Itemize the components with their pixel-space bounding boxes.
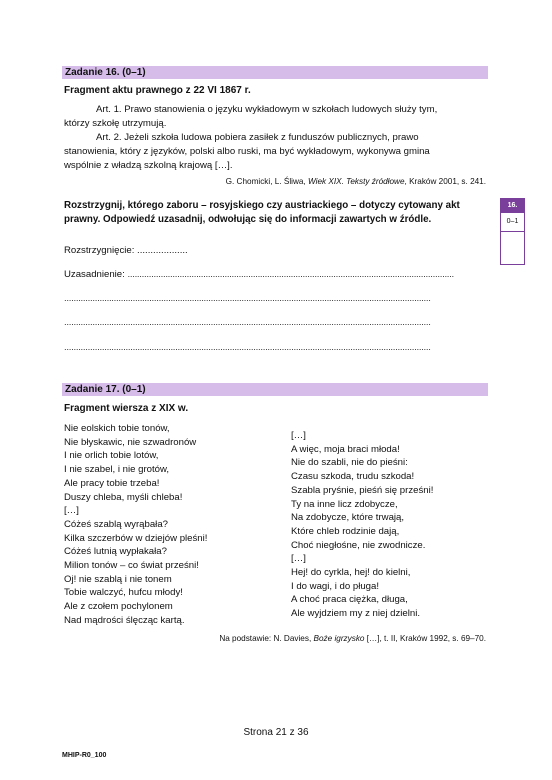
decision-label: Rozstrzygnięcie: xyxy=(64,245,138,256)
score-range: 0–1 xyxy=(501,213,524,232)
poem-line: Cóżeś lutnią wypłakała? xyxy=(64,546,167,558)
poem-line: […] xyxy=(64,505,79,517)
task-17-header: Zadanie 17. (0–1) xyxy=(62,383,488,396)
poem-line: […] xyxy=(291,430,306,441)
poem-line: Czasu szkoda, trudu szkoda! xyxy=(291,471,415,483)
poem-line: Nie do szabli, nie do pieśni: xyxy=(291,457,408,469)
score-number: 16. xyxy=(501,199,524,213)
poem-line: Choć niegłośne, nie zwodnicze. xyxy=(291,539,426,551)
poem-line: Ale pracy tobie trzeba! xyxy=(64,477,160,489)
poem-line: I do wagi, i do pługa! xyxy=(291,580,380,592)
question-line2: prawny. Odpowiedź uzasadnij, odwołując się do informacji zawartych w źródle. xyxy=(64,214,432,225)
task-16-header: Zadanie 16. (0–1) xyxy=(62,66,488,79)
poem-line: Na zdobycze, które trwają, xyxy=(291,512,405,524)
score-entry-field[interactable] xyxy=(501,232,524,264)
poem-line: Nie eolskich tobie tonów, xyxy=(64,423,170,434)
poem-line: Kilka szczerbów w dziejów pleśni! xyxy=(64,532,208,544)
art1-line1: Art. 1. Prawo stanowienia o języku wykładowym w szkołach ludowych służy tym, xyxy=(96,104,438,115)
art2-line3: wspólnie z władzą szkolną krajową […]. xyxy=(64,160,233,171)
art2-line2: stanowienia, który z języków, polski albo ruski, ma być wykładowym, wykonywa gmina xyxy=(64,146,430,157)
poem-line: Nad mądrości ślęcząc kartą. xyxy=(64,614,185,626)
poem-line: Ale wyjdziem my z niej dzielni. xyxy=(291,608,421,620)
poem-line: Duszy chleba, myśli chleba! xyxy=(64,491,183,503)
justification-answer-line[interactable] xyxy=(64,269,477,280)
poem-line: Szabla pryśnie, pieśń się prześni! xyxy=(291,484,434,496)
decision-dots: ................... xyxy=(137,245,188,256)
poem-line: Tobie walczyć, hufcu młody! xyxy=(64,587,183,599)
justification-dots: .......................................................................................................................................... xyxy=(127,269,454,280)
source-title: Wiek XIX. Teksty źródłowe xyxy=(307,177,405,186)
poem-line: Cóżeś szablą wyrąbała? xyxy=(64,518,168,530)
score-box xyxy=(500,198,525,265)
art1-line2: którzy szkołę utrzymują. xyxy=(64,118,167,129)
source-title: Boże igrzysko xyxy=(313,634,365,643)
answer-line-2[interactable]: ........................................................................................................................................................... xyxy=(64,317,431,328)
answer-line-3[interactable]: ........................................................................................................................................................... xyxy=(64,342,431,353)
task-17-fragment-title: Fragment wiersza z XIX w. xyxy=(64,403,189,414)
poem-line: I nie orlich tobie lotów, xyxy=(64,450,159,462)
task-16-question xyxy=(64,199,490,227)
poem-line: Nie błyskawic, nie szwadronów xyxy=(64,436,197,448)
source-prefix: Na podstawie: N. Davies, xyxy=(219,634,314,643)
source-authors: G. Chomicki, L. Śliwa, xyxy=(225,177,308,186)
poem-line: Oj! nie szablą i nie tonem xyxy=(64,573,172,585)
poem-line: Które chleb rodzinie dają, xyxy=(291,525,400,537)
source-rest: , Kraków 2001, s. 241. xyxy=(404,177,486,186)
art2-line1: Art. 2. Jeżeli szkoła ludowa pobiera zasiłek z funduszów publicznych, prawo xyxy=(96,132,419,143)
poem-line: A choć praca ciężka, długa, xyxy=(291,594,408,606)
poem-right-column xyxy=(291,429,433,621)
decision-answer-line[interactable] xyxy=(64,245,188,256)
task-17-source xyxy=(219,634,486,643)
answer-line-1[interactable]: ........................................................................................................................................................... xyxy=(64,293,431,304)
page-number: Strona 21 z 36 xyxy=(243,727,309,738)
poem-left-column xyxy=(64,422,207,628)
poem-line: Ale z czołem pochylonem xyxy=(64,601,173,613)
task-16-fragment-title: Fragment aktu prawnego z 22 VI 1867 r. xyxy=(64,85,251,96)
exam-code: MHIP-R0_100 xyxy=(62,752,107,759)
source-rest: […], t. II, Kraków 1992, s. 69–70. xyxy=(364,634,486,643)
poem-line: A więc, moja braci młoda! xyxy=(291,443,400,455)
poem-line: […] xyxy=(291,553,306,565)
poem-line: Milion tonów – co świat prześni! xyxy=(64,560,199,572)
justification-label: Uzasadnienie: xyxy=(64,269,128,280)
poem-line: I nie szabel, i nie grotów, xyxy=(64,464,170,476)
poem-line: Ty na inne licz zdobycze, xyxy=(291,498,398,510)
poem-line: Hej! do cyrkla, hej! do kielni, xyxy=(291,567,411,579)
question-line1: Rozstrzygnij, którego zaboru – rosyjskiego czy austriackiego – dotyczy cytowany akt xyxy=(64,200,460,211)
task-16-source xyxy=(226,177,486,186)
